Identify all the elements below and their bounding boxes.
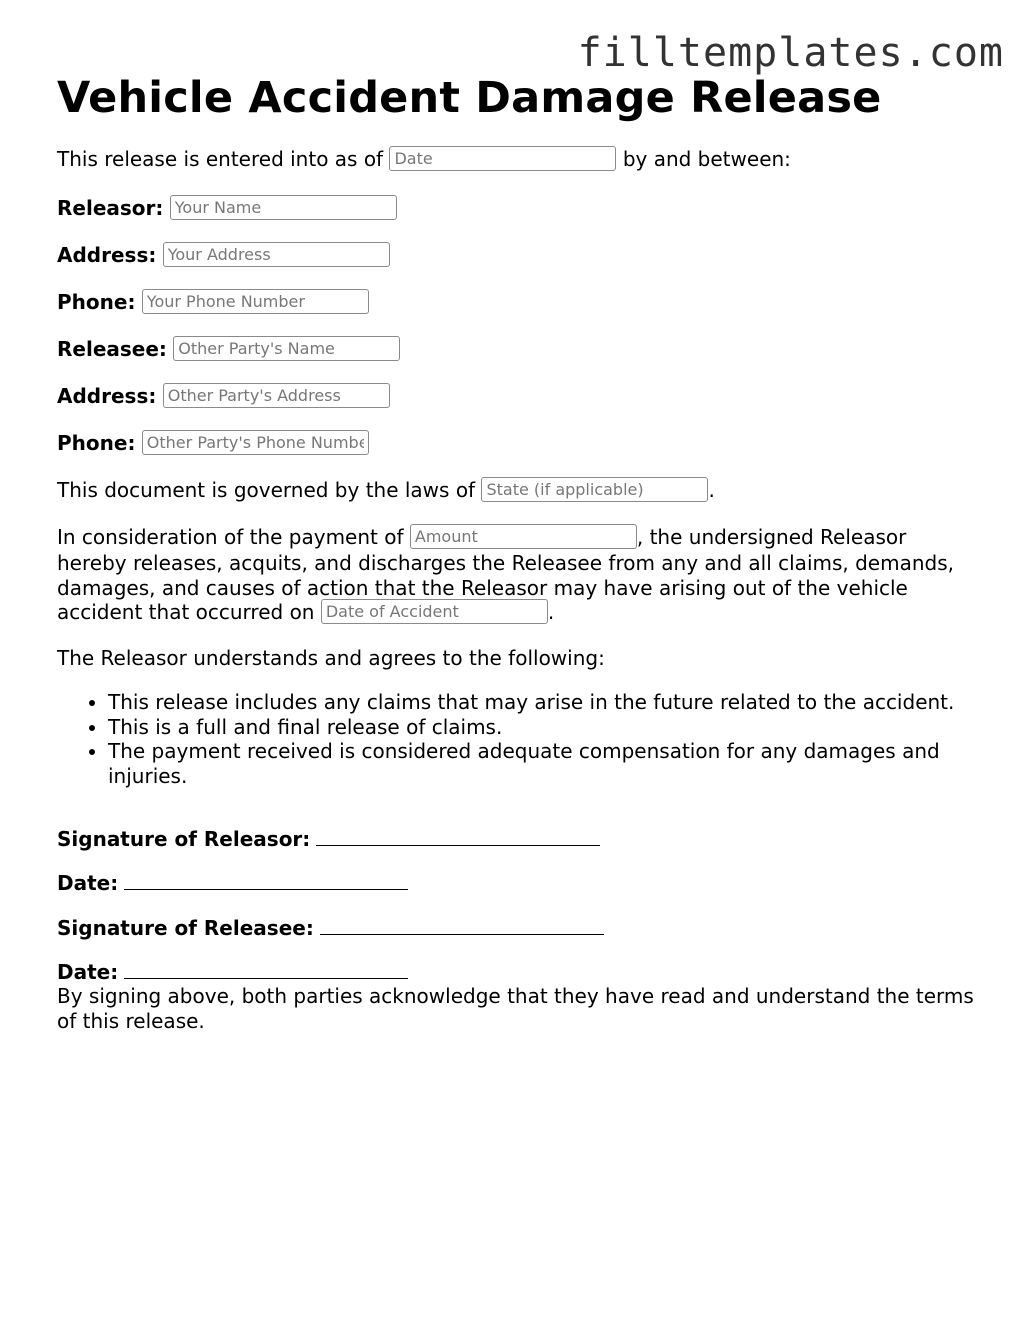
releasor-signature-line[interactable]	[316, 827, 600, 846]
consideration-paragraph	[57, 525, 977, 626]
releasee-address-input[interactable]	[163, 383, 390, 408]
releasor-date-label: Date:	[57, 871, 119, 895]
list-item: • This is a full and final release of claims.	[108, 715, 988, 740]
release-date-input[interactable]	[389, 146, 616, 171]
releasee-name-row	[57, 337, 400, 363]
intro-line	[57, 147, 791, 173]
document-page	[57, 73, 977, 1033]
agreement-intro: The Releasor understands and agrees to the following:	[57, 646, 605, 670]
list-item: • This release includes any claims that may arise in the future related to the accident.	[108, 690, 988, 715]
releasee-name-input[interactable]	[173, 336, 400, 361]
consideration-body: , the undersigned Releasor hereby releases, acquits, and discharges the Releasee from any and all claims, demands, damages, and causes of action that the Releasor may have arising out of the vehicle accident that occurred on	[57, 525, 955, 624]
amount-input[interactable]	[410, 524, 637, 549]
intro-suffix: by and between:	[622, 147, 791, 171]
closing-paragraph: By signing above, both parties acknowledge that they have read and understand the terms of this release.	[57, 984, 974, 1033]
releasor-name-input[interactable]	[170, 195, 397, 220]
releasor-phone-row	[57, 290, 369, 316]
releasor-date-row	[57, 871, 408, 895]
releasor-signature-label: Signature of Releasor:	[57, 827, 311, 851]
releasee-date-label: Date:	[57, 960, 119, 984]
releasee-label: Releasee:	[57, 337, 167, 361]
releasor-name-row	[57, 196, 397, 222]
page-title: Vehicle Accident Damage Release	[57, 73, 882, 123]
releasee-address-label: Address:	[57, 384, 157, 408]
releasee-date-line[interactable]	[124, 960, 408, 979]
releasor-signature-row	[57, 827, 600, 851]
releasor-date-line[interactable]	[124, 871, 408, 890]
releasee-signature-label: Signature of Releasee:	[57, 916, 314, 940]
list-item: • The payment received is considered adequate compensation for any damages and injuries.	[108, 739, 988, 788]
governing-prefix: This document is governed by the laws of	[57, 478, 476, 502]
releasor-address-input[interactable]	[163, 242, 390, 267]
consideration-suffix: .	[547, 600, 555, 624]
governing-law-line	[57, 478, 715, 504]
releasee-date-row	[57, 960, 408, 984]
consideration-prefix: In consideration of the payment of	[57, 525, 404, 549]
governing-suffix: .	[708, 478, 715, 502]
releasor-address-label: Address:	[57, 243, 157, 267]
agreement-list	[57, 690, 988, 788]
releasee-address-row	[57, 384, 390, 410]
releasor-label: Releasor:	[57, 196, 164, 220]
releasee-phone-row	[57, 431, 369, 457]
releasor-phone-label: Phone:	[57, 290, 136, 314]
releasor-address-row	[57, 243, 390, 269]
watermark-logo: filltemplates.com	[577, 30, 1004, 76]
state-input[interactable]	[481, 477, 708, 502]
releasee-phone-input[interactable]	[142, 430, 369, 455]
releasee-signature-line[interactable]	[320, 916, 604, 935]
releasee-phone-label: Phone:	[57, 431, 136, 455]
releasor-phone-input[interactable]	[142, 289, 369, 314]
releasee-signature-row	[57, 916, 604, 940]
intro-prefix: This release is entered into as of	[57, 147, 384, 171]
accident-date-input[interactable]	[321, 599, 548, 624]
